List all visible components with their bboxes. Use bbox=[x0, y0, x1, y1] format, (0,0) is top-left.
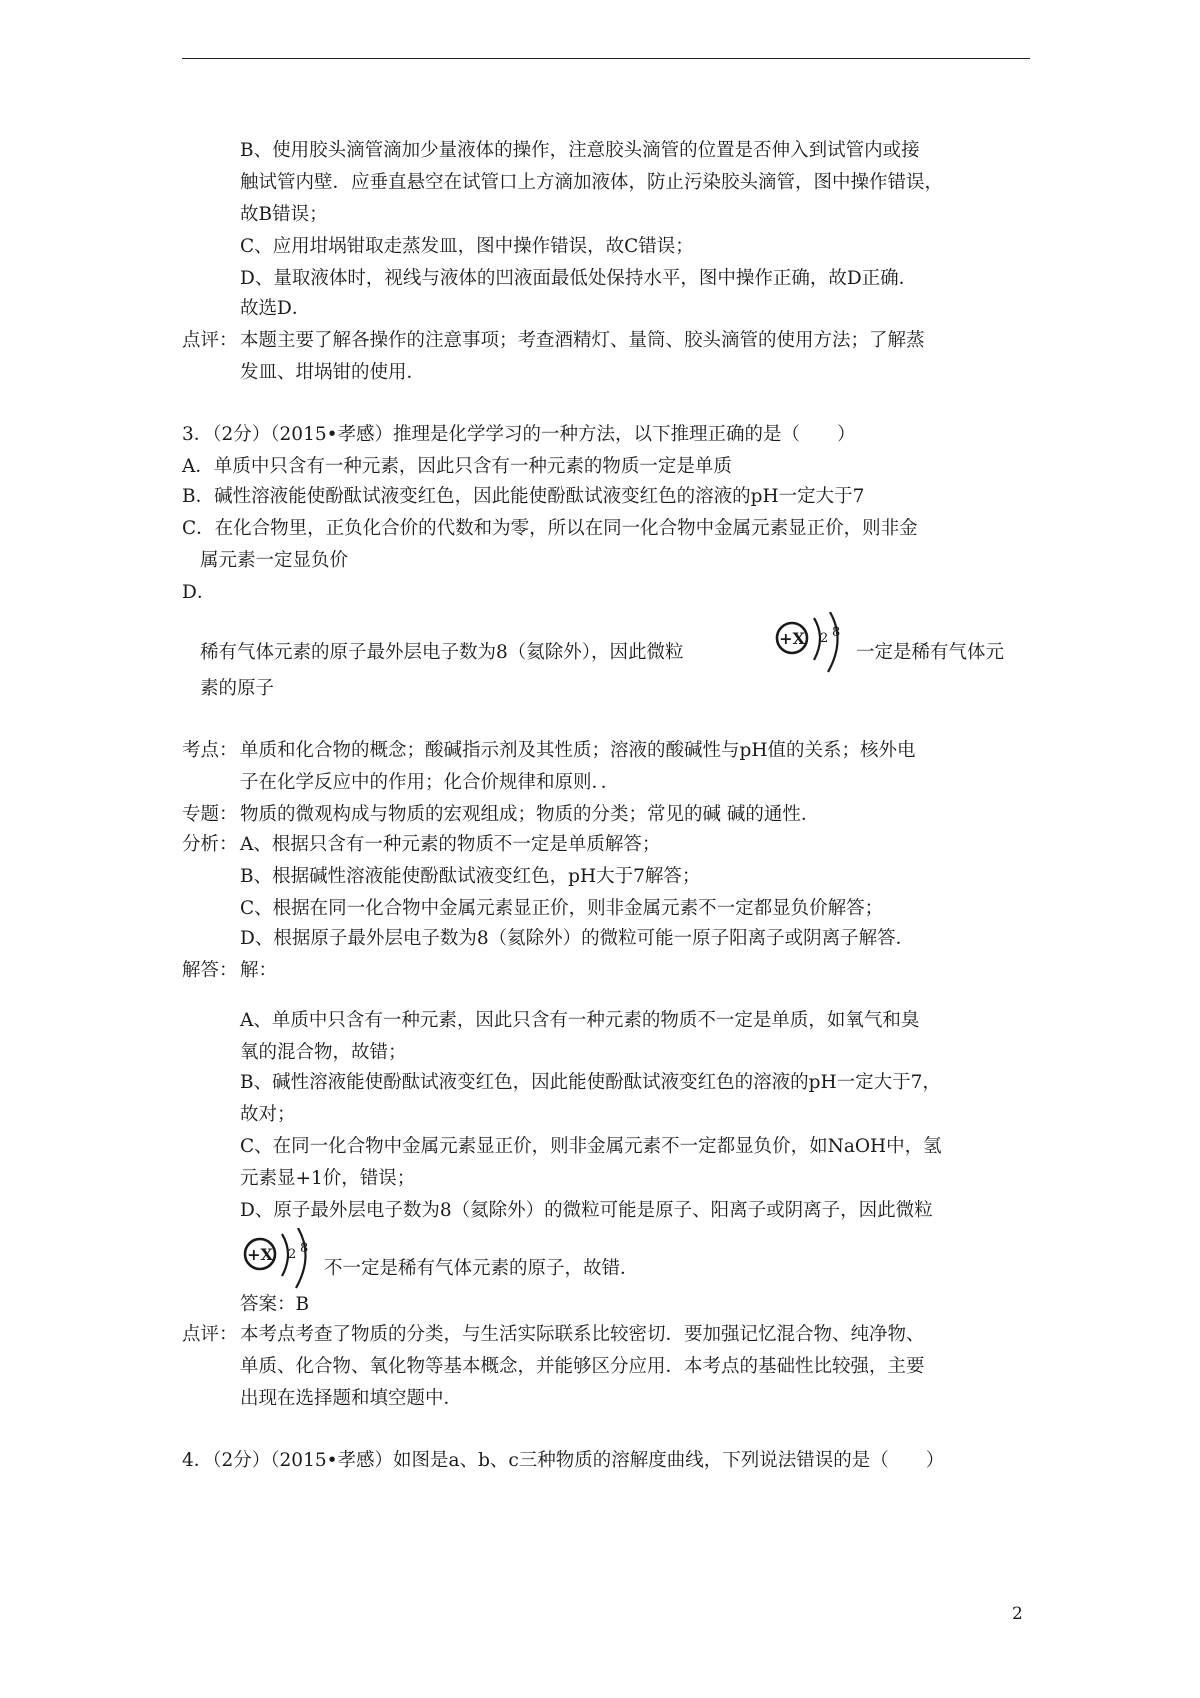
jieda-line-1: A、单质中只含有一种元素，因此只含有一种元素的物质不一定是单质，如氧气和臭 bbox=[240, 1010, 920, 1031]
q4-stem: 4．（2分）（2015•孝感）如图是a、b、c三种物质的溶解度曲线，下列说法错误的是（ ） bbox=[182, 1450, 945, 1471]
prev-solution-b-line-1: B、使用胶头滴管滴加少量液体的操作，注意胶头滴管的位置是否伸入到试管内或接 bbox=[240, 140, 920, 161]
prev-comment-label: 点评： bbox=[182, 330, 238, 351]
kaodian-line-2: 子在化学反应中的作用；化合价规律和原则．． bbox=[240, 772, 620, 793]
shell-1-count: 2 bbox=[820, 631, 829, 646]
prev-solution-c-line: C、应用坩埚钳取走蒸发皿，图中操作错误，故C错误； bbox=[240, 236, 694, 257]
header-rule bbox=[182, 58, 1030, 59]
zhuanti-text: 物质的微观构成与物质的宏观组成；物质的分类；常见的碱 碱的通性． bbox=[240, 804, 820, 825]
prev-comment-line-2: 发皿、坩埚钳的使用． bbox=[240, 362, 426, 383]
q3-option-d-text-1: 稀有气体元素的原子最外层电子数为8（氦除外），因此微粒 bbox=[200, 642, 684, 663]
dianping-line-1: 本考点考查了物质的分类，与生活实际联系比较密切．要加强记忆混合物、纯净物、 bbox=[240, 1324, 925, 1345]
fenxi-line-1: A、根据只含有一种元素的物质不一定是单质解答； bbox=[240, 834, 661, 855]
dianping-line-2: 单质、化合物、氧化物等基本概念，并能够区分应用．本考点的基础性比较强，主要 bbox=[240, 1356, 925, 1377]
q3-option-b: B．碱性溶液能使酚酞试液变红色，因此能使酚酞试液变红色的溶液的pH一定大于7 bbox=[182, 486, 865, 507]
jieda-head: 解： bbox=[240, 960, 278, 981]
atom-structure-diagram-2 bbox=[238, 1228, 324, 1292]
fenxi-line-4: D、根据原子最外层电子数为8（氦除外）的微粒可能一原子阳离子或阴离子解答． bbox=[240, 928, 915, 949]
jieda-line-6: 元素显+1价，错误； bbox=[240, 1168, 416, 1189]
electron-shell-2b bbox=[296, 1228, 309, 1288]
q3-option-c-line-1: C．在化合物里，正负化合价的代数和为零，所以在同一化合物中金属元素显正价，则非金 bbox=[182, 518, 918, 539]
jieda-tail: 不一定是稀有气体元素的原子，故错． bbox=[324, 1258, 639, 1279]
q3-option-d-label: D． bbox=[182, 582, 216, 603]
zhuanti-label: 专题： bbox=[182, 804, 238, 825]
shell-1-count-2: 2 bbox=[288, 1247, 297, 1262]
atom-structure-diagram bbox=[770, 612, 856, 676]
prev-solution-b-line-3: 故B错误； bbox=[240, 204, 328, 225]
prev-solution-choice: 故选D． bbox=[240, 298, 311, 319]
jieda-line-4: 故对； bbox=[240, 1104, 296, 1125]
jieda-line-2: 氧的混合物，故错； bbox=[240, 1042, 407, 1063]
q3-option-a: A．单质中只含有一种元素，因此只含有一种元素的物质一定是单质 bbox=[182, 456, 732, 477]
nucleus-label: +X bbox=[779, 629, 805, 648]
q3-option-d-text-3: 素的原子 bbox=[200, 678, 275, 699]
nucleus-label-2: +X bbox=[247, 1245, 273, 1264]
answer: 答案：B bbox=[240, 1294, 310, 1315]
kaodian-label: 考点： bbox=[182, 740, 238, 761]
fenxi-label: 分析： bbox=[182, 834, 238, 855]
shell-2-count: 8 bbox=[832, 625, 841, 640]
electron-shell-2 bbox=[828, 612, 841, 672]
jieda-line-3: B、碱性溶液能使酚酞试液变红色，因此能使酚酞试液变红色的溶液的pH一定大于7， bbox=[240, 1072, 941, 1093]
kaodian-line-1: 单质和化合物的概念；酸碱指示剂及其性质；溶液的酸碱性与pH值的关系；核外电 bbox=[240, 740, 916, 761]
page-number: 2 bbox=[1012, 1604, 1023, 1624]
q3-option-d-text-2: 一定是稀有气体元 bbox=[856, 642, 1005, 663]
jieda-line-7: D、原子最外层电子数为8（氦除外）的微粒可能是原子、阳离子或阴离子，因此微粒 bbox=[240, 1200, 933, 1221]
jieda-line-5: C、在同一化合物中金属元素显正价，则非金属元素不一定都显负价，如NaOH中，氢 bbox=[240, 1136, 942, 1157]
prev-solution-d-line: D、量取液体时，视线与液体的凹液面最低处保持水平，图中操作正确，故D正确． bbox=[240, 268, 918, 289]
fenxi-line-2: B、根据碱性溶液能使酚酞试液变红色，pH大于7解答； bbox=[240, 866, 701, 887]
jieda-label: 解答： bbox=[182, 960, 238, 981]
fenxi-line-3: C、根据在同一化合物中金属元素显正价，则非金属元素不一定都显负价解答； bbox=[240, 898, 884, 919]
dianping-label: 点评： bbox=[182, 1324, 238, 1345]
dianping-line-3: 出现在选择题和填空题中． bbox=[240, 1388, 463, 1409]
shell-2-count-2: 8 bbox=[300, 1241, 309, 1256]
q3-option-c-line-2: 属元素一定显负价 bbox=[200, 550, 349, 571]
prev-solution-b-line-2: 触试管内壁．应垂直悬空在试管口上方滴加液体，防止污染胶头滴管，图中操作错误， bbox=[240, 172, 944, 193]
prev-comment-line-1: 本题主要了解各操作的注意事项；考查酒精灯、量筒、胶头滴管的使用方法；了解蒸 bbox=[240, 330, 925, 351]
q3-stem: 3．（2分）（2015•孝感）推理是化学学习的一种方法，以下推理正确的是（ ） bbox=[182, 424, 856, 445]
